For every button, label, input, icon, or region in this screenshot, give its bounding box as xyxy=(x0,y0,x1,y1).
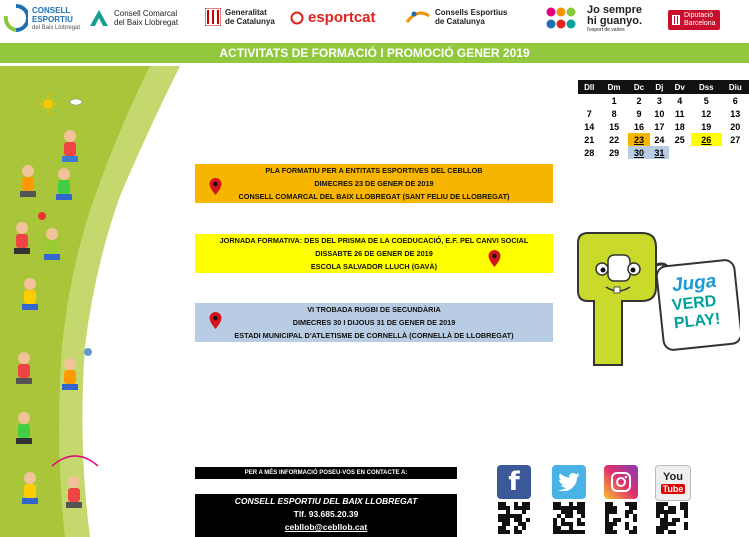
racket-icon xyxy=(84,348,92,356)
calendar-table xyxy=(578,80,749,159)
calendar-day: 10 xyxy=(654,108,665,119)
calendar-day: 17 xyxy=(654,121,665,132)
calendar-day: 4 xyxy=(677,95,683,106)
jsg-line2: hi guanyo. xyxy=(587,15,642,27)
jsg-line1: Jo sempre xyxy=(587,4,643,16)
calendar-day-header: Dj xyxy=(650,80,668,94)
calendar-day: 8 xyxy=(611,108,617,119)
calendar-day: 18 xyxy=(674,121,685,132)
child-figure-icon xyxy=(44,228,60,260)
qr-code-facebook-icon[interactable] xyxy=(498,502,530,534)
calendar-day: 27 xyxy=(730,134,741,145)
diba-logo xyxy=(668,10,720,30)
diba-line2: Barcelona xyxy=(684,20,716,27)
child-figure-icon xyxy=(56,168,72,200)
jsg-logo-icon xyxy=(545,6,583,32)
calendar-day: 9 xyxy=(636,108,642,119)
instagram-button[interactable] xyxy=(604,465,638,499)
event-location: ESCOLA SALVADOR LLUCH (GAVÀ) xyxy=(310,262,438,271)
qr-code-youtube-icon[interactable] xyxy=(656,502,688,534)
calendar-day: 23 xyxy=(628,133,650,146)
ceb-line1: CONSELL xyxy=(32,5,71,15)
calendar-day-header: Dc xyxy=(628,80,650,94)
event-date: DIMECRES 30 I DIJOUS 31 DE GENER DE 2019 xyxy=(292,318,456,327)
ccbl-logo-icon xyxy=(88,8,110,28)
calendar-day xyxy=(691,146,722,159)
ccbl-line2: del Baix Llobregat xyxy=(114,18,179,27)
event-location: CONSELL COMARCAL DEL BAIX LLOBREGAT (SANT FELIU DE LLOBREGAT) xyxy=(238,192,510,201)
calendar-day: 16 xyxy=(633,121,644,132)
mascot-line3: PLAY! xyxy=(673,310,722,333)
diba-logo-icon xyxy=(672,15,680,25)
event-card-3 xyxy=(195,303,553,342)
calendar-header-row xyxy=(578,80,749,94)
gencat-line2: de Catalunya xyxy=(225,17,275,26)
cec-line2: de Catalunya xyxy=(435,17,485,26)
calendar-day: 30 xyxy=(628,146,650,159)
calendar-day: 15 xyxy=(609,121,620,132)
ccbl-line1: Consell Comarcal xyxy=(114,9,178,18)
event-title: PLA FORMATIU PER A ENTITATS ESPORTIVES DEL CEBLLOB xyxy=(265,166,483,175)
calendar-day: 21 xyxy=(584,134,595,145)
ceb-line3: del Baix Llobregat xyxy=(32,24,81,31)
calendar-day-header: Diu xyxy=(722,80,749,94)
calendar-day: 12 xyxy=(701,108,712,119)
child-figure-icon xyxy=(22,472,38,504)
calendar-day: 31 xyxy=(650,146,668,159)
twitter-icon xyxy=(558,473,580,491)
event-date: DISSABTE 26 DE GENER DE 2019 xyxy=(315,249,433,258)
cec-logo xyxy=(405,8,507,26)
cloud-icon xyxy=(70,99,82,105)
qr-code-instagram-icon[interactable] xyxy=(605,502,637,534)
calendar-week-row xyxy=(578,107,749,120)
jsg-line3: l'esport de valors xyxy=(587,27,625,33)
diba-line1: Diputació xyxy=(684,12,714,19)
calendar-day: 11 xyxy=(675,108,685,119)
calendar-day-header: Dll xyxy=(578,80,600,94)
ccbl-logo xyxy=(88,8,178,28)
facebook-button[interactable] xyxy=(497,465,531,499)
calendar-day-header: Dm xyxy=(600,80,627,94)
child-figure-icon xyxy=(16,352,32,384)
ceb-line2: ESPORTIU xyxy=(32,14,73,24)
child-figure-icon xyxy=(62,130,78,162)
calendar-day xyxy=(722,146,749,159)
mascot-line1: Juga xyxy=(670,270,718,297)
youtube-button[interactable] xyxy=(655,465,691,501)
juga-verd-play-mascot xyxy=(560,225,740,375)
ball-icon xyxy=(38,212,46,220)
child-figure-icon xyxy=(14,222,30,254)
map-pin-icon xyxy=(209,178,222,195)
calendar-day: 6 xyxy=(732,95,738,106)
event-title: VI TROBADA RUGBI DE SECUNDÀRIA xyxy=(307,305,441,314)
child-figure-icon xyxy=(16,412,32,444)
youtube-tube-label: Tube xyxy=(662,484,684,494)
map-pin-icon xyxy=(209,312,222,329)
event-date: DIMECRES 23 DE GENER DE 2019 xyxy=(314,179,434,188)
child-figure-icon xyxy=(22,278,38,310)
esportcat-text: esportcat xyxy=(308,9,376,26)
ceb-logo xyxy=(4,4,80,34)
gencat-logo-icon xyxy=(205,8,221,26)
calendar-day-header: Dss xyxy=(691,80,722,94)
kids-sidebar-illustration xyxy=(0,66,190,537)
contact-header xyxy=(195,467,457,479)
calendar-week-row xyxy=(578,146,749,159)
twitter-button[interactable] xyxy=(552,465,586,499)
calendar-day: 22 xyxy=(609,134,620,145)
calendar-day xyxy=(669,146,691,159)
page-title-banner xyxy=(0,43,749,63)
event-title: JORNADA FORMATIVA: DES DEL PRISMA DE LA COEDUCACIÓ, E.F. PEL CANVI SOCIAL xyxy=(219,236,529,245)
esportcat-logo xyxy=(290,10,376,25)
january-calendar xyxy=(578,80,749,159)
mascot-line2: VERD xyxy=(671,292,718,315)
calendar-week-row xyxy=(578,94,749,107)
calendar-week-row xyxy=(578,133,749,146)
esportcat-logo-icon xyxy=(290,11,304,25)
calendar-body xyxy=(578,94,749,159)
calendar-day: 24 xyxy=(654,134,665,145)
calendar-day: 25 xyxy=(674,134,685,145)
contact-details xyxy=(195,494,457,537)
event-location: ESTADI MUNICIPAL D'ATLETISME DE CORNELLÀ (CORNELLÀ DE LLOBREGAT) xyxy=(234,331,514,340)
calendar-day: 5 xyxy=(703,95,709,106)
calendar-day: 26 xyxy=(691,133,722,146)
logo-bar xyxy=(0,0,749,40)
child-figure-icon xyxy=(66,476,82,508)
calendar-day: 19 xyxy=(701,121,712,132)
calendar-day: 29 xyxy=(609,147,620,158)
calendar-day: 20 xyxy=(730,121,741,132)
contact-header-text: PER A MÉS INFORMACIÓ POSEU-VOS EN CONTACTE A: xyxy=(244,470,408,476)
email-link[interactable]: cebllob@cebllob.cat xyxy=(284,522,368,532)
calendar-day: 1 xyxy=(611,95,617,106)
map-pin-icon xyxy=(488,250,501,267)
ceb-logo-icon xyxy=(4,4,28,34)
calendar-day: 7 xyxy=(586,108,592,119)
event-card-1 xyxy=(195,164,553,203)
calendar-day: 13 xyxy=(730,108,741,119)
calendar-day: 2 xyxy=(636,95,642,106)
qr-code-twitter-icon[interactable] xyxy=(553,502,585,534)
calendar-day-header: Dv xyxy=(669,80,691,94)
facebook-icon: f xyxy=(508,467,520,497)
child-figure-icon xyxy=(62,358,78,390)
gencat-logo xyxy=(205,8,275,26)
gencat-line1: Generalitat xyxy=(225,8,267,17)
calendar-week-row xyxy=(578,120,749,133)
instagram-icon xyxy=(610,471,632,493)
calendar-day: 28 xyxy=(584,147,595,158)
page-title: ACTIVITATS DE FORMACIÓ I PROMOCIÓ GENER 2019 xyxy=(219,46,530,60)
jsg-logo xyxy=(545,5,642,33)
phone-number: Tlf. 93.685.20.39 xyxy=(293,509,359,519)
calendar-day xyxy=(578,94,600,107)
child-figure-icon xyxy=(20,165,36,197)
calendar-day: 3 xyxy=(656,95,662,106)
calendar-day: 14 xyxy=(584,121,595,132)
youtube-icon: You xyxy=(663,471,683,483)
cec-logo-icon xyxy=(405,8,431,26)
cec-line1: Consells Esportius xyxy=(435,8,508,17)
org-name: CONSELL ESPORTIU DEL BAIX LLOBREGAT xyxy=(234,496,418,506)
